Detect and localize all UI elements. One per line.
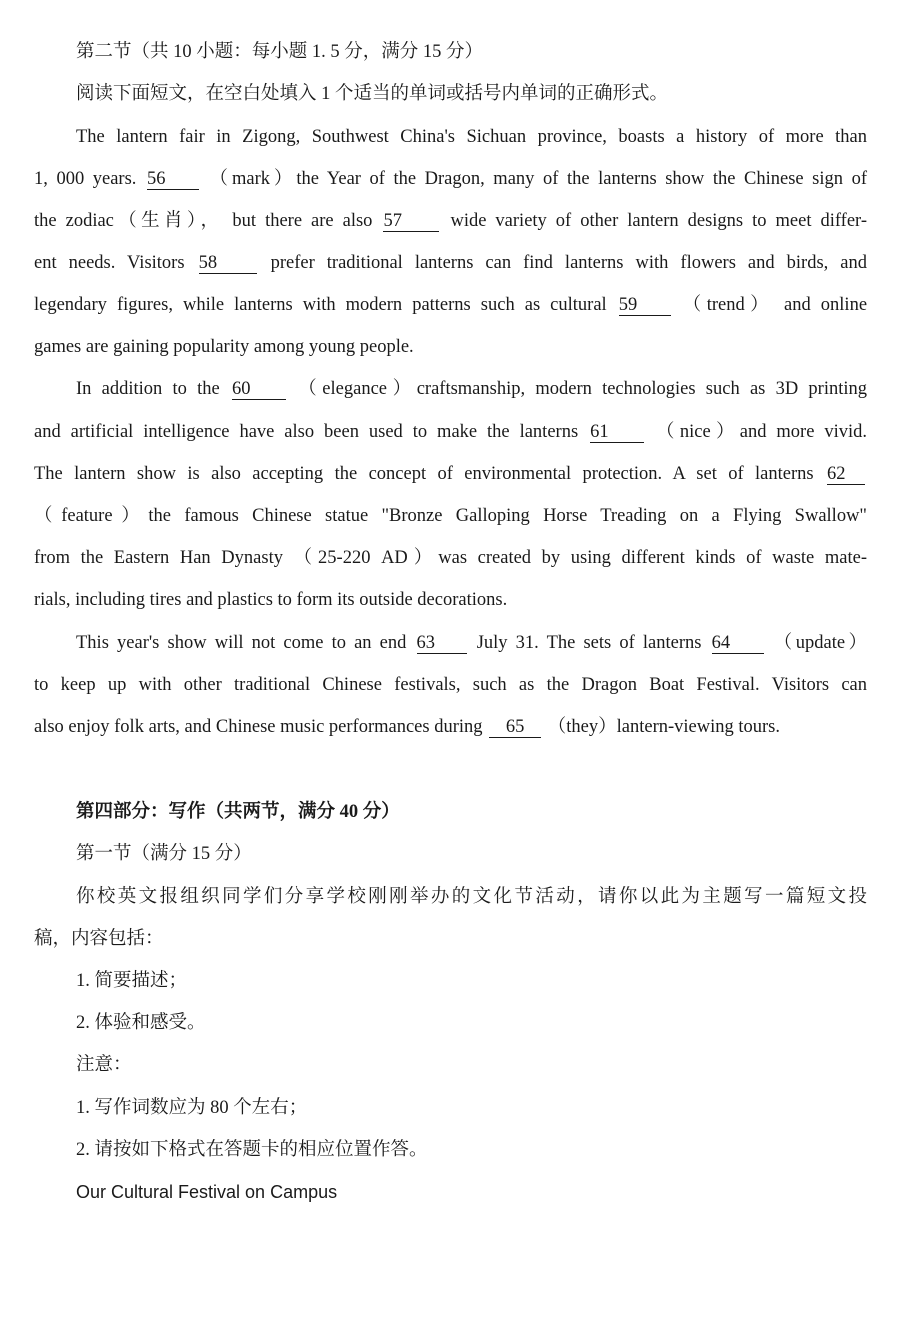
passage-line [34, 167, 867, 191]
passage-line: The lantern fair in Zigong, Southwest China's Sichuan province, boasts a history of more than [76, 127, 867, 147]
blank-61: 61 [590, 422, 644, 443]
passage-line: to keep up with other traditional Chinese festivals, such as the Dragon Boat Festival. Visitors can [34, 675, 867, 695]
passage-line [76, 631, 867, 655]
passage-text: ent needs. Visitors [34, 253, 185, 273]
passage-text: （nice）and more vivid. [656, 422, 868, 442]
blank-60: 60 [232, 379, 286, 400]
passage-text: In addition to the [76, 379, 220, 399]
passage-text: （elegance）craftsmanship, modern technologies such as 3D printing [298, 379, 868, 399]
passage-line [34, 420, 867, 444]
subsection-heading: 第一节（满分 15 分） [76, 844, 252, 864]
passage-text: 1, 000 years. [34, 169, 137, 189]
note-label: 注意： [76, 1055, 132, 1075]
passage-text: wide variety of other lantern designs to meet differ- [450, 211, 868, 231]
section-instruction: 阅读下面短文，在空白处填入 1 个适当的单词或括号内单词的正确形式。 [76, 84, 669, 104]
blank-65: 65 [489, 717, 541, 738]
passage-text: and artificial intelligence have also been used to make the lanterns [34, 422, 579, 442]
content-item: 1. 简要描述； [76, 971, 188, 991]
passage-line [34, 251, 867, 275]
passage-line: （feature）the famous Chinese statue "Bronze Galloping Horse Treading on a Flying Swallow" [34, 506, 867, 526]
blank-58: 58 [199, 253, 257, 274]
passage-text: the zodiac（生肖）， but there are also [34, 211, 373, 231]
passage-text: July 31. The sets of lanterns [476, 633, 702, 653]
note-item: 2. 请按如下格式在答题卡的相应位置作答。 [76, 1140, 428, 1160]
passage-line [34, 715, 867, 739]
passage-text: （trend） and online [682, 295, 868, 315]
blank-63: 63 [417, 633, 467, 654]
part-heading: 第四部分：写作（共两节，满分 40 分） [76, 802, 400, 822]
passage-text: （mark）the Year of the Dragon, many of the lanterns show the Chinese sign of [209, 169, 867, 189]
passage-text: prefer traditional lanterns can find lanterns with flowers and birds, and [270, 253, 868, 273]
passage-line [34, 462, 867, 486]
essay-title: Our Cultural Festival on Campus [76, 1182, 338, 1202]
writing-prompt: 稿，内容包括： [34, 929, 164, 949]
passage-line: rials, including tires and plastics to form its outside decorations. [34, 590, 508, 610]
passage-text: （they）lantern-viewing tours. [547, 717, 780, 737]
blank-59: 59 [619, 295, 671, 316]
blank-62: 62 [827, 464, 865, 485]
content-item: 2. 体验和感受。 [76, 1013, 206, 1033]
passage-line [34, 293, 867, 317]
note-item: 1. 写作词数应为 80 个左右； [76, 1098, 308, 1118]
passage-line [34, 209, 867, 233]
passage-text: also enjoy folk arts, and Chinese music performances during [34, 717, 483, 737]
passage-text: （update） [773, 633, 868, 653]
section-heading: 第二节（共 10 小题：每小题 1. 5 分，满分 15 分） [76, 42, 484, 62]
passage-text: The lantern show is also accepting the concept of environmental protection. A set of lanterns [34, 464, 814, 484]
passage-text: This year's show will not come to an end [76, 633, 407, 653]
writing-prompt: 你校英文报组织同学们分享学校刚刚举办的文化节活动，请你以此为主题写一篇短文投 [76, 887, 867, 907]
passage-line: from the Eastern Han Dynasty （25-220 AD）was created by using different kinds of waste mate- [34, 548, 867, 568]
passage-line [76, 377, 867, 401]
blank-64: 64 [712, 633, 764, 654]
blank-57: 57 [383, 211, 439, 232]
passage-text: legendary figures, while lanterns with modern patterns such as cultural [34, 295, 607, 315]
blank-56: 56 [147, 169, 199, 190]
passage-line: games are gaining popularity among young people. [34, 337, 414, 357]
